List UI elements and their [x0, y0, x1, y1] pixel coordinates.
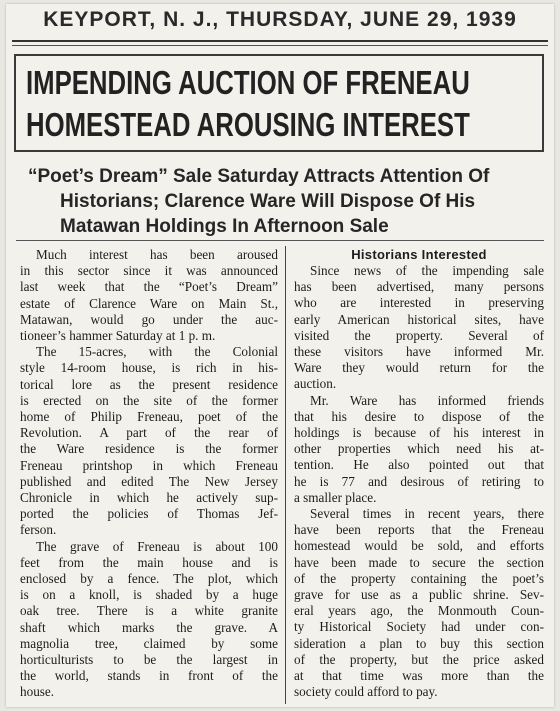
article-line: Freneau printshop in which Freneau — [20, 457, 278, 473]
headline-box — [14, 54, 544, 152]
article-line: a smaller place. — [294, 489, 377, 505]
article-line: other properties which need his at- — [294, 441, 544, 457]
section-rule — [16, 240, 544, 241]
article-line: visited the property. Several of — [294, 327, 544, 343]
article-line: house. — [20, 684, 55, 700]
article-column-left — [20, 247, 278, 701]
subheadline-line-2: Historians; Clarence Ware Will Dispose Of His — [60, 191, 476, 212]
headline-line-1: IMPENDING AUCTION OF FRENEAU — [26, 64, 470, 101]
article-line: Revolution. A part of the rear of — [20, 425, 278, 441]
article-line: Chronicle in which he actively sup- — [20, 490, 278, 506]
headline-line-2: HOMESTEAD AROUSING INTEREST — [26, 106, 470, 143]
article-line: Matawan, would go under the auc- — [20, 311, 278, 327]
top-rule — [12, 40, 548, 46]
article-line: of the property, but the price asked — [294, 651, 544, 667]
article-line: oak tree. There is a white granite — [20, 603, 278, 619]
article-line: Ware they would return for the — [294, 360, 544, 376]
article-line: torical lore as the present residence — [20, 376, 278, 392]
article-line: has been advertised, many persons — [294, 279, 544, 295]
article-line: of the property containing the poet’s — [294, 570, 544, 586]
article-line: ferson. — [20, 522, 57, 538]
subheadline — [28, 164, 548, 239]
article-line: tention. He also pointed out that — [294, 457, 544, 473]
article-line: the Ware residence is the former — [20, 441, 278, 457]
article-line: enclosed by a fence. The plot, which — [20, 571, 278, 587]
article-line: sideration a plan to buy this section — [294, 635, 544, 651]
article-line: ty Historical Society had under con- — [294, 619, 544, 635]
article-line: in this sector since it was announced — [20, 263, 278, 279]
subheadline-line-3: Matawan Holdings In Afternoon Sale — [60, 216, 389, 237]
article-line: have been reports that the Freneau — [294, 522, 544, 538]
article-line: who are interested in preserving — [294, 295, 544, 311]
article-line: magnolia tree, claimed by some — [20, 635, 278, 651]
article-column-right-body — [294, 263, 544, 700]
article-line: home of Philip Freneau, poet of the — [20, 409, 278, 425]
article-line: homestead would be sold, and efforts — [294, 538, 544, 554]
column-heading: Historians Interested — [351, 247, 487, 262]
newspaper-clipping — [6, 4, 554, 707]
article-line: Much interest has been aroused — [36, 247, 278, 262]
article-line: early American historical sites, have — [294, 311, 544, 327]
article-line: The grave of Freneau is about 100 — [36, 538, 278, 554]
article-column-right — [294, 247, 544, 700]
article-line: Several times in recent years, there — [310, 506, 544, 522]
article-line: ported the policies of Thomas Jef- — [20, 506, 278, 522]
article-line: feet from the main house and is — [20, 554, 278, 570]
article-line: The 15-acres, with the Colonial — [36, 344, 278, 360]
article-line: auction. — [294, 376, 337, 392]
article-line: last week that the “Poet’s Dream” — [20, 279, 278, 295]
article-line: is erected on the site of the former — [20, 392, 278, 408]
article-line: published and edited The New Jersey — [20, 473, 278, 489]
article-line: style 14-room house, is rich in his- — [20, 360, 278, 376]
article-line: society could afford to pay. — [294, 684, 438, 700]
headline — [26, 62, 470, 146]
article-line: shaft which marks the grave. A — [20, 619, 278, 635]
article-line: tioneer’s hammer Saturday at 1 p. m. — [20, 328, 216, 344]
article-line: Mr. Ware has informed friends — [310, 392, 544, 408]
article-line: at that time was more than the — [294, 668, 544, 684]
article-line: is on a knoll, is shaded by a huge — [20, 587, 278, 603]
article-line: that his desire to dispose of the — [294, 408, 544, 424]
article-line: Since news of the impending sale — [310, 263, 544, 278]
article-line: horticulturists to be the largest in — [20, 652, 278, 668]
article-line: grave for use as a public shrine. Sev- — [294, 587, 544, 603]
dateline: KEYPORT, N. J., THURSDAY, JUNE 29, 1939 — [43, 8, 517, 31]
article-line: estate of Clarence Ware on Main St., — [20, 295, 278, 311]
article-line: these visitors have informed Mr. — [294, 344, 544, 360]
article-line: he is 77 and desirous of retiring to — [294, 473, 544, 489]
article-line: holdings is because of his interest in — [294, 425, 544, 441]
subheadline-line-1: “Poet’s Dream” Sale Saturday Attracts Attention Of — [28, 166, 490, 187]
article-line: the world, stands in front of the — [20, 668, 278, 684]
article-line: have been made to secure the section — [294, 554, 544, 570]
article-line: eral years ago, the Monmouth Coun- — [294, 603, 544, 619]
column-divider — [285, 246, 286, 704]
